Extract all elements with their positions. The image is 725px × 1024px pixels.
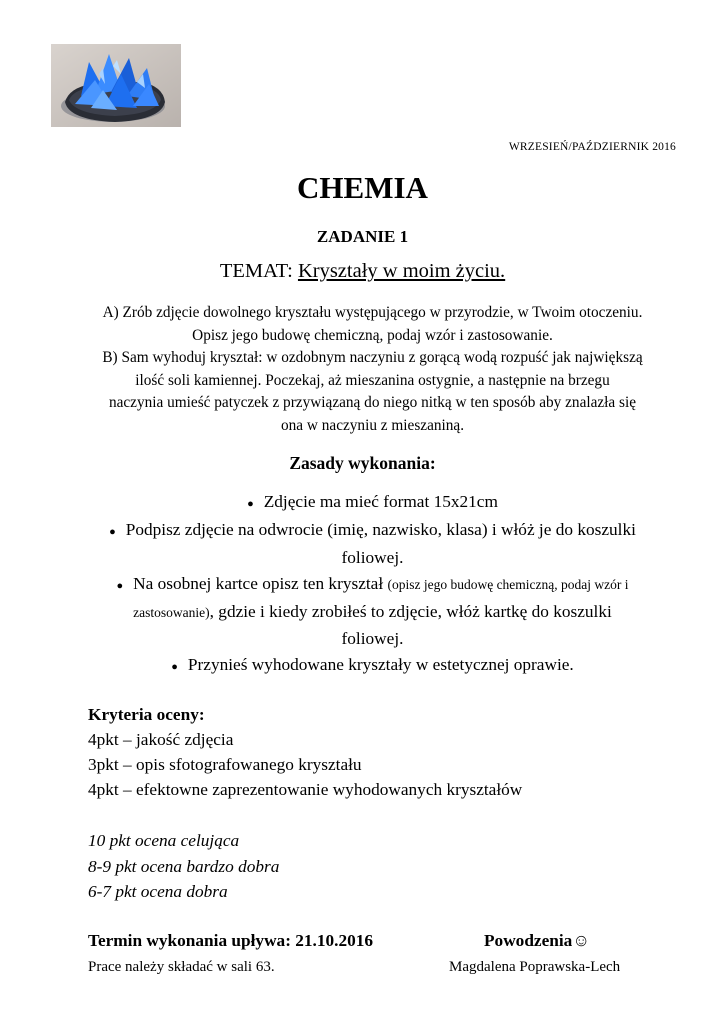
grades-section: [88, 828, 279, 905]
list-item: [60, 489, 685, 517]
list-item: [60, 571, 685, 599]
rule-small-text: zastosowanie): [133, 605, 210, 620]
rules-heading: Zasady wykonania:: [289, 453, 436, 473]
deadline-text: Termin wykonania upływa: 21.10.2016: [88, 931, 374, 950]
criteria-item: 4pkt – efektowne zaprezentowanie wyhodowanych kryształów: [88, 780, 523, 799]
list-item-continued: [60, 599, 685, 626]
author-name: Magdalena Poprawska-Lech: [449, 959, 621, 975]
instruction-a-line: A) Zrób zdjęcie dowolnego kryształu występującego w przyrodzie, w Twoim otoczeniu.: [102, 304, 643, 321]
bullet-icon: ●: [171, 661, 178, 673]
topic-prefix: TEMAT:: [219, 260, 298, 282]
topic-text: Kryształy w moim życiu.: [297, 260, 506, 282]
grade-item: 10 pkt ocena celująca: [88, 831, 240, 850]
rule-text: , gdzie i kiedy zrobiłeś to zdjęcie, włóż kartkę do koszulki: [209, 602, 612, 621]
instruction-b-line: ilość soli kamiennej. Poczekaj, aż mieszanina ostygnie, a następnie na brzegu: [135, 371, 610, 389]
bullet-icon: ●: [109, 526, 116, 538]
rule-text: Zdjęcie ma mieć format 15x21cm: [263, 492, 498, 511]
list-item: [60, 517, 685, 545]
rule-text: Przynieś wyhodowane kryształy w estetycznej oprawie.: [187, 655, 574, 674]
criteria-section: [88, 702, 522, 802]
list-item: [60, 652, 685, 680]
instruction-b-line: B) Sam wyhoduj kryształ: w ozdobnym naczyniu z gorącą wodą rozpuść jak największą: [102, 349, 643, 366]
bullet-icon: ●: [247, 498, 254, 510]
criteria-heading: Kryteria oceny:: [88, 705, 205, 724]
instruction-b-line: naczynia umieść patyczek z przywiązaną do niego nitką w ten sposób aby znalazła się: [108, 394, 637, 411]
date-label: WRZESIEŃ/PAŹDZIERNIK 2016: [508, 141, 676, 153]
instruction-a: [60, 302, 685, 437]
criteria-item: 3pkt – opis sfotografowanego kryształu: [88, 755, 362, 774]
page-title: CHEMIA: [297, 170, 428, 205]
criteria-item: 4pkt – jakość zdjęcia: [88, 730, 234, 749]
rule-text: foliowej.: [341, 629, 404, 648]
rule-text: Podpisz zdjęcie na odwrocie (imię, nazwisko, klasa) i włóż je do koszulki: [125, 520, 636, 539]
bullet-icon: ●: [116, 580, 124, 592]
instruction-a-line: Opisz jego budowę chemiczną, podaj wzór i zastosowanie.: [192, 326, 553, 344]
room-note: Prace należy składać w sali 63.: [88, 959, 275, 975]
topic-heading: [0, 260, 725, 283]
list-item-continued: [60, 626, 685, 652]
grade-item: 8-9 pkt ocena bardzo dobra: [88, 856, 280, 876]
good-luck-text: Powodzenia☺: [484, 931, 590, 950]
rule-text: foliowej.: [341, 548, 404, 567]
rule-text: Na osobnej kartce opisz ten kryształ: [133, 574, 388, 593]
grade-item: 6-7 pkt ocena dobra: [88, 882, 228, 901]
rule-small-text: (opisz jego budowę chemiczną, podaj wzór i: [387, 577, 629, 592]
task-heading: ZADANIE 1: [316, 227, 409, 246]
list-item-continued: [60, 545, 685, 571]
instruction-b-line: ona w naczyniu z mieszaniną.: [280, 416, 465, 434]
rules-list: [60, 489, 685, 680]
crystal-photo: [51, 44, 181, 127]
